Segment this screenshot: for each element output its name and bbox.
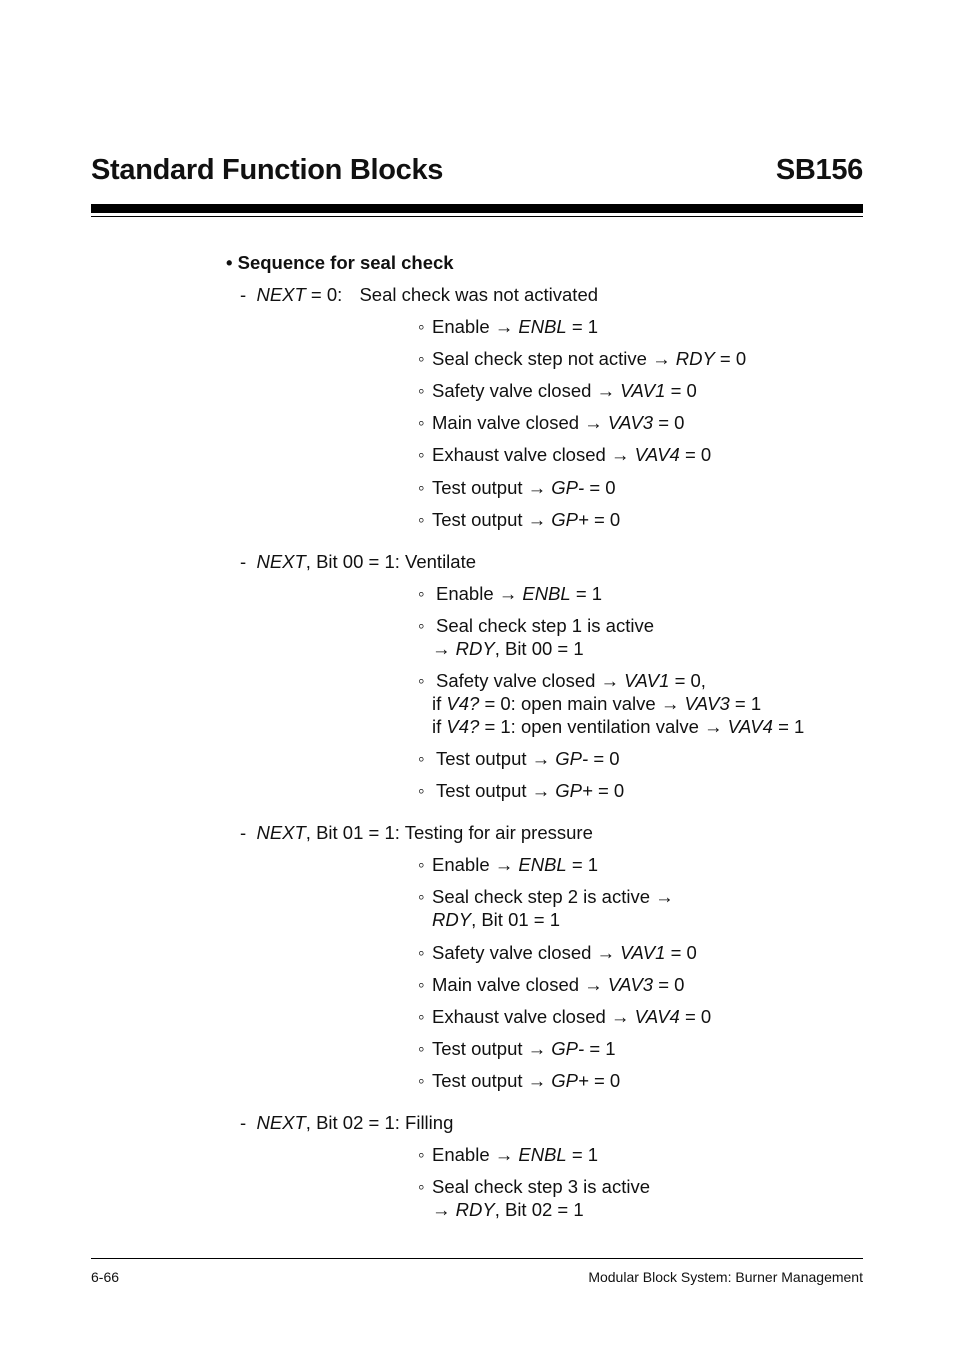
list-item: ◦ Safety valve closed → VAV1 = 0,: [418, 670, 706, 691]
list-item: ◦ Exhaust valve closed → VAV4 = 0: [418, 444, 712, 465]
list-item: ◦ Seal check step 2 is active →: [418, 886, 674, 907]
list-item: ◦ Test output → GP+ = 0: [418, 509, 621, 530]
footer-rule: [91, 1258, 863, 1259]
list-item: ◦ Seal check step 1 is active: [418, 615, 654, 636]
bullet: •: [226, 252, 233, 273]
list-item: ◦ Safety valve closed → VAV1 = 0: [418, 380, 697, 401]
list-item: ◦ Test output → GP- = 0: [418, 748, 620, 769]
var-name: NEXT: [256, 822, 306, 843]
list-item-continuation: → RDY, Bit 02 = 1: [432, 1199, 584, 1220]
condition: = 0:: [305, 284, 343, 305]
step-heading: - NEXT, Bit 02 = 1: Filling: [240, 1112, 454, 1133]
step-heading: - NEXT, Bit 01 = 1: Testing for air pressure: [240, 822, 593, 843]
list-item-continuation: if V4? = 1: open ventilation valve → VAV4 = 1: [432, 716, 805, 737]
block-code: SB156: [775, 154, 863, 186]
var-name: NEXT: [256, 1112, 306, 1133]
list-item: ◦ Exhaust valve closed → VAV4 = 0: [418, 1006, 712, 1027]
header-rule-thick: [91, 204, 863, 213]
header-rule-thin: [91, 216, 863, 217]
list-item: ◦ Seal check step not active → RDY = 0: [418, 348, 747, 369]
list-item: ◦ Main valve closed → VAV3 = 0: [418, 974, 685, 995]
condition: , Bit 02 = 1: Filling: [305, 1112, 454, 1133]
var-name: NEXT: [256, 551, 306, 572]
list-item: ◦ Enable → ENBL = 1: [418, 316, 599, 337]
step-heading: - NEXT, Bit 00 = 1: Ventilate: [240, 551, 477, 572]
condition: , Bit 01 = 1: Testing for air pressure: [305, 822, 593, 843]
list-item-continuation: if V4? = 0: open main valve → VAV3 = 1: [432, 693, 762, 714]
step-heading: [240, 284, 598, 306]
list-item-continuation: → RDY, Bit 00 = 1: [432, 638, 584, 659]
page-number: 6-66: [91, 1269, 120, 1285]
list-item: ◦ Enable → ENBL = 1: [418, 854, 599, 875]
document-title: Modular Block System: Burner Management: [588, 1269, 863, 1285]
section-heading-text: Sequence for seal check: [237, 252, 454, 273]
dash: -: [240, 284, 247, 305]
list-item: ◦ Seal check step 3 is active: [418, 1176, 650, 1197]
list-item: ◦ Test output → GP+ = 0: [418, 780, 625, 801]
list-item-continuation: RDY, Bit 01 = 1: [432, 909, 561, 930]
list-item: ◦ Enable → ENBL = 1: [418, 1144, 599, 1165]
list-item: ◦ Safety valve closed → VAV1 = 0: [418, 942, 697, 963]
condition: , Bit 00 = 1: Ventilate: [305, 551, 477, 572]
list-item: ◦ Test output → GP- = 0: [418, 477, 616, 498]
list-item: ◦ Test output → GP+ = 0: [418, 1070, 621, 1091]
var-name: NEXT: [256, 284, 306, 305]
section-heading: [226, 252, 454, 274]
list-item: ◦ Enable → ENBL = 1: [418, 583, 603, 604]
page-title: Standard Function Blocks: [91, 154, 444, 186]
list-item: ◦ Test output → GP- = 1: [418, 1038, 616, 1059]
list-item: ◦ Main valve closed → VAV3 = 0: [418, 412, 685, 433]
description: Seal check was not activated: [359, 284, 599, 305]
